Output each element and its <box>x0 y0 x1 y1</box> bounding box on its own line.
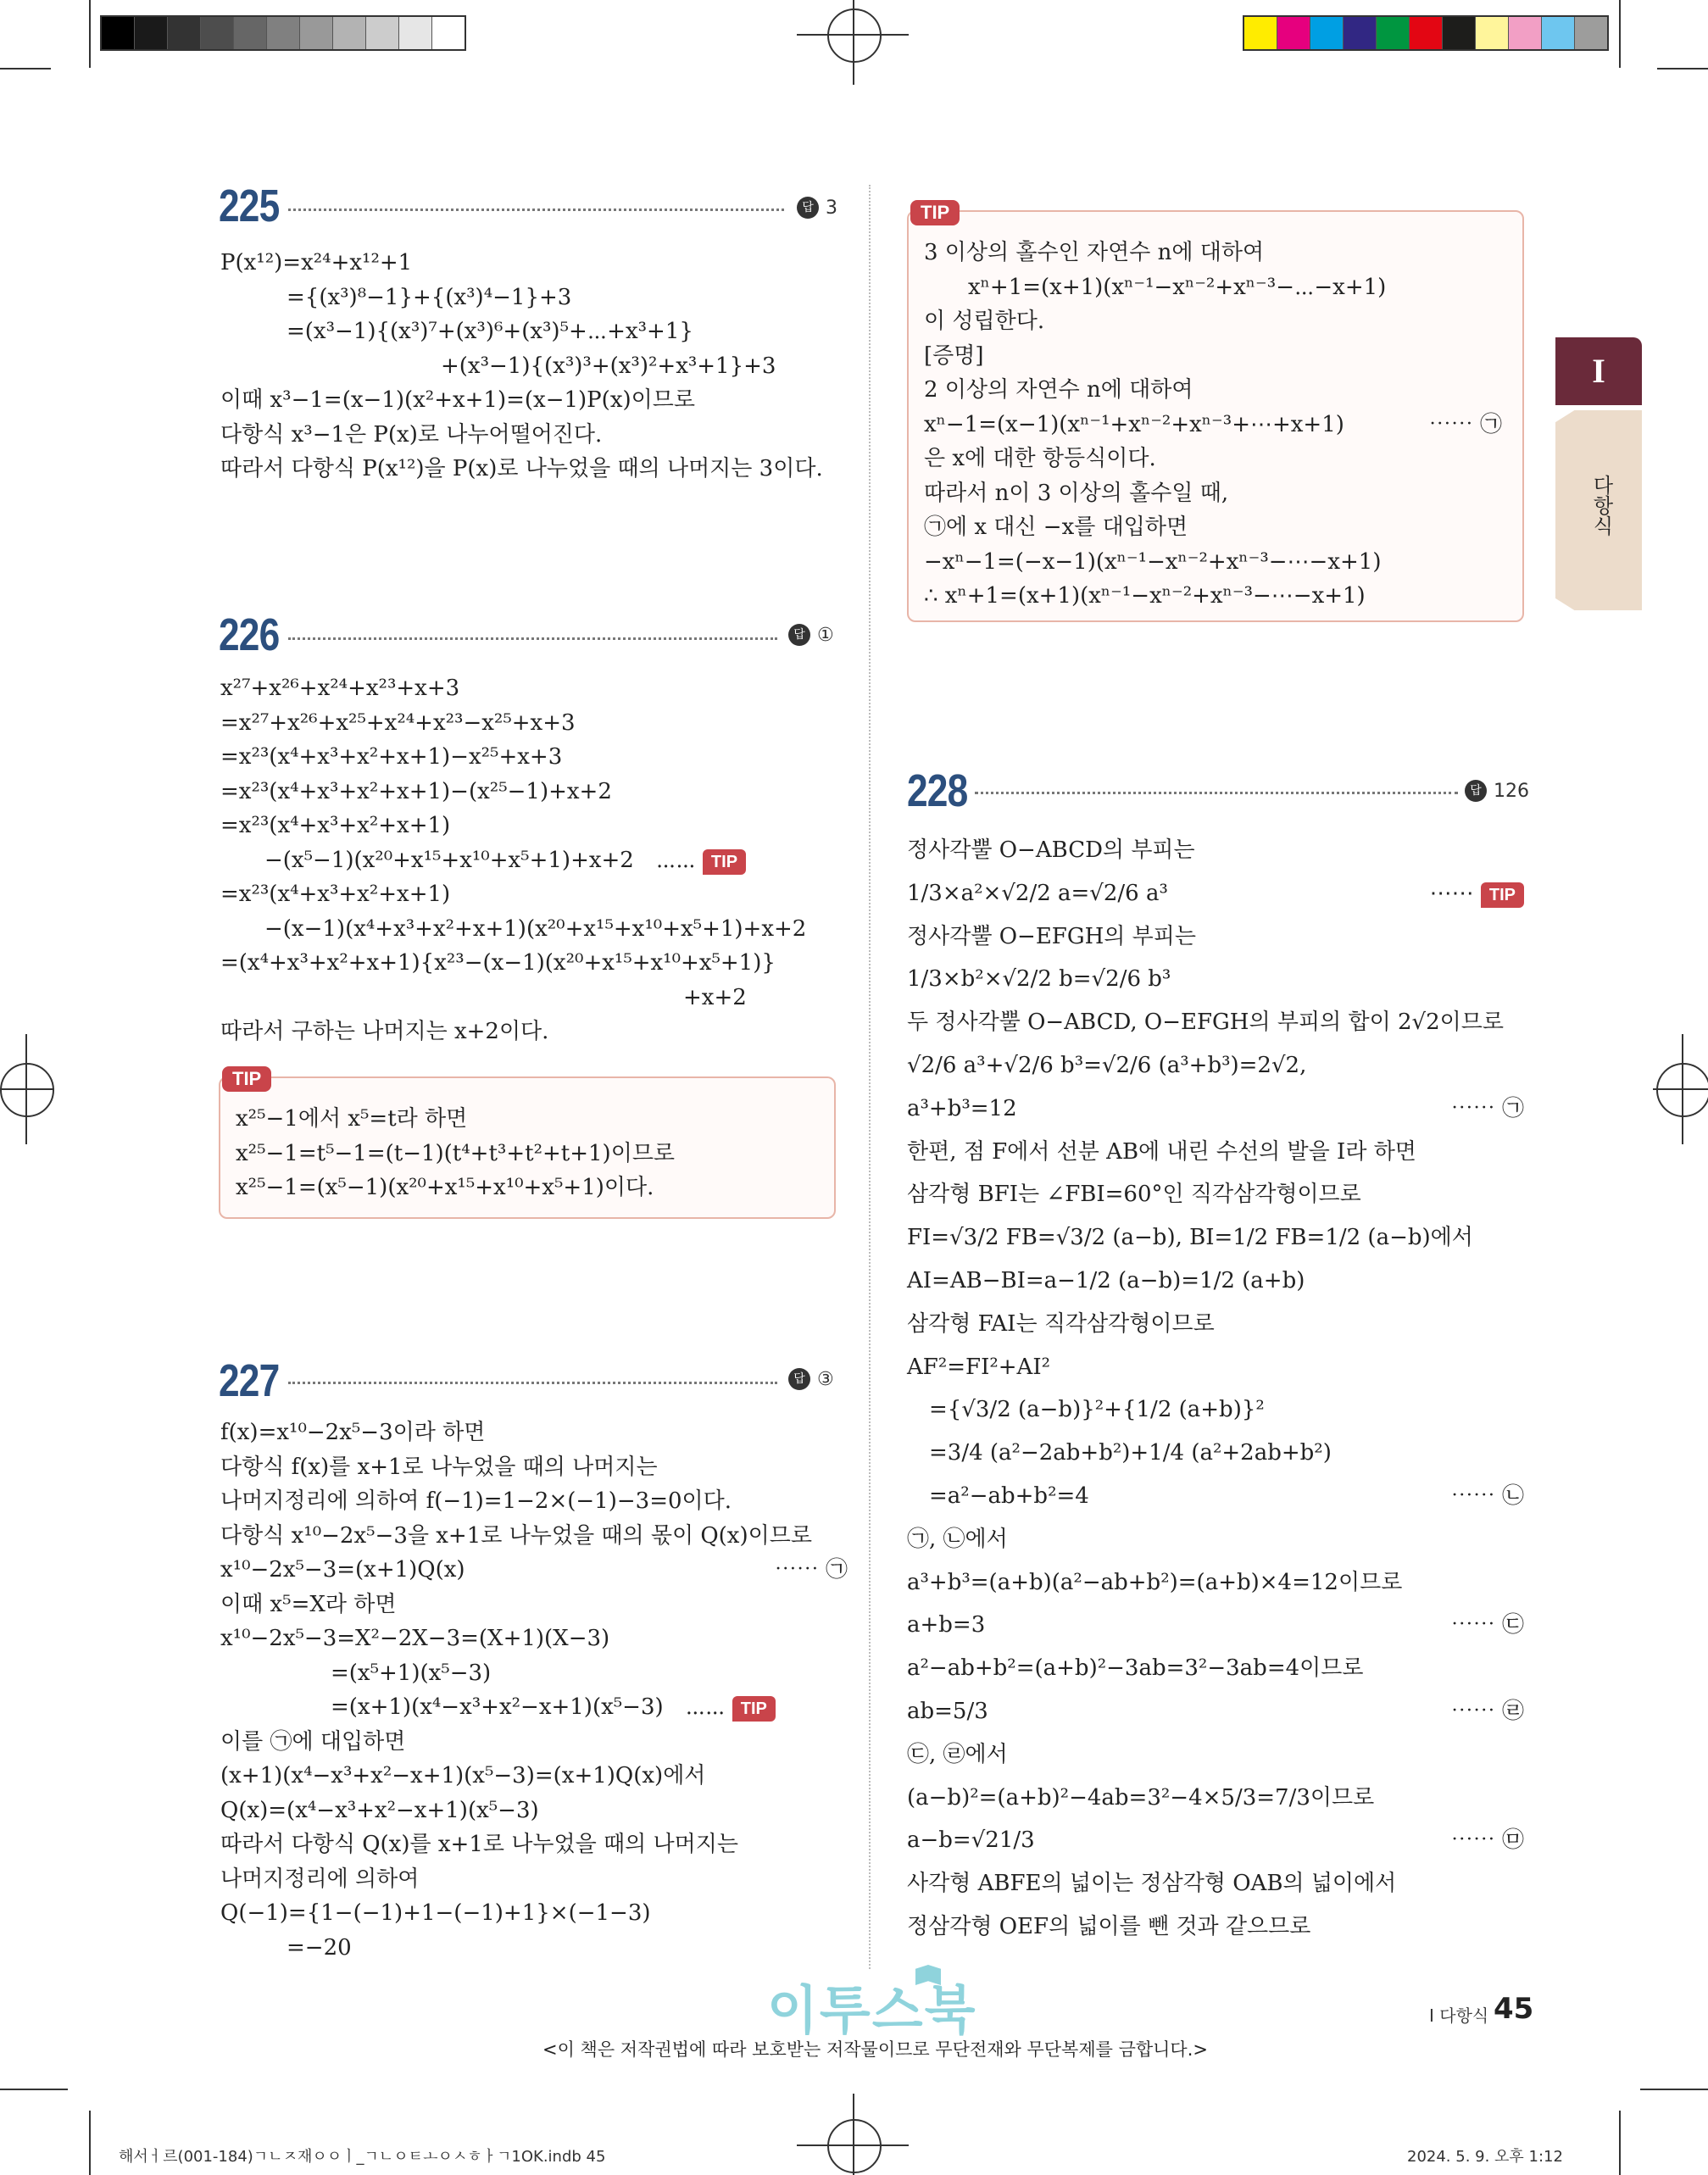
color-swatch <box>267 17 300 49</box>
answer-icon: 답 <box>797 197 819 219</box>
color-swatch <box>135 17 168 49</box>
tip-tag: TIP <box>703 849 746 875</box>
solution-line: 따라서 다항식 P(x¹²)을 P(x)로 나누었을 때의 나머지는 3이다. <box>220 456 823 481</box>
column-separator <box>869 185 871 1969</box>
solution-line-text: a+b=3 <box>907 1612 986 1638</box>
cmyk-color-bar <box>1243 15 1609 51</box>
solution-line-text: =(x+1)(x⁴−x³+x²−x+1)(x⁵−3) ⋯⋯ <box>220 1694 726 1720</box>
problem-number-227: 227 <box>219 1355 280 1406</box>
color-swatch <box>1542 17 1575 49</box>
tip-content-227 <box>924 236 1502 614</box>
tip-marker: ⋯⋯ TIP <box>1430 872 1524 915</box>
tip-line: x²⁵−1에서 x⁵=t라 하면 <box>236 1106 468 1132</box>
solution-line: 사각형 ABFE의 넓이는 정삼각형 OAB의 넓이에서 <box>907 1871 1397 1897</box>
solution-line: x²⁷+x²⁶+x²⁴+x²³+x+3 <box>220 676 460 701</box>
crop-mark <box>1619 2111 1621 2175</box>
solution-line: x¹⁰−2x⁵−3=X²−2X−3=(X+1)(X−3) <box>220 1626 610 1651</box>
tip-line: 2 이상의 자연수 n에 대하여 <box>924 377 1193 403</box>
file-name: 해서ㅓ르(001-184)ㄱㄴㅈ재ㅇㅇㅣ_ㄱㄴㅇㅌㅗㅇㅅㅎㅏㄱ1OK.indb 45 <box>119 2148 606 2166</box>
tip-line: [증명] <box>924 342 984 369</box>
solution-line: 정사각뿔 O−EFGH의 부피는 <box>907 923 1197 949</box>
solution-line: 이를 ㉠에 대입하면 <box>220 1728 406 1755</box>
color-swatch <box>168 17 201 49</box>
solution-line: 정사각뿔 O−ABCD의 부피는 <box>907 837 1195 863</box>
solution-line: 다항식 x¹⁰−2x⁵−3을 x+1로 나누었을 때의 몫이 Q(x)이므로 <box>220 1522 812 1549</box>
tip-line-text: xⁿ−1=(x−1)(xⁿ⁻¹+xⁿ⁻²+xⁿ⁻³+⋯+x+1) <box>924 411 1344 437</box>
solution-line: ㉠, ㉡에서 <box>907 1526 1008 1552</box>
solution-line: 따라서 구하는 나머지는 x+2이다. <box>220 1019 549 1044</box>
solution-228 <box>907 829 1524 1949</box>
dotted-rule <box>975 792 1458 794</box>
solution-line <box>907 872 1524 915</box>
crop-mark <box>1640 2089 1708 2090</box>
chapter-tab-numeral: I <box>1555 337 1642 405</box>
solution-line: 나머지정리에 의하여 f(−1)=1−2×(−1)−3=0이다. <box>220 1488 732 1514</box>
solution-line: 정삼각형 OEF의 넓이를 뺀 것과 같으므로 <box>907 1913 1311 1939</box>
tip-content-226 <box>236 1102 821 1205</box>
solution-226 <box>220 671 848 1049</box>
tip-label: TIP <box>910 200 960 225</box>
registration-line <box>853 0 854 85</box>
registration-line <box>25 1034 27 1144</box>
crop-mark <box>0 2089 68 2090</box>
solution-line: 이때 x³−1=(x−1)(x²+x+1)=(x−1)P(x)이므로 <box>220 387 695 413</box>
color-swatch <box>102 17 135 49</box>
equation-marker: ⋯⋯ ㉠ <box>1450 1095 1524 1121</box>
solution-line: 한편, 점 F에서 선분 AB에 내린 수선의 발을 I라 하면 <box>907 1138 1416 1165</box>
solution-line: (a−b)²=(a+b)²−4ab=3²−4×5/3=7/3이므로 <box>907 1784 1375 1811</box>
color-swatch <box>1244 17 1277 49</box>
solution-line: =x²³(x⁴+x³+x²+x+1) <box>220 813 451 838</box>
registration-line <box>853 2094 854 2175</box>
tip-line: x²⁵−1=t⁵−1=(t−1)(t⁴+t³+t²+t+1)이므로 <box>236 1140 676 1166</box>
crop-mark <box>0 68 51 70</box>
crop-mark <box>1619 0 1621 68</box>
answer-227 <box>788 1368 834 1390</box>
color-swatch <box>1344 17 1377 49</box>
solution-line <box>907 1088 1524 1131</box>
solution-line: =x²³(x⁴+x³+x²+x+1)−x²⁵+x+3 <box>220 744 563 770</box>
print-date: 2024. 5. 9. 오후 1:12 <box>1407 2148 1563 2166</box>
color-swatch <box>432 17 465 49</box>
dotted-rule <box>288 1382 777 1384</box>
tip-line: x²⁵−1=(x⁵−1)(x²⁰+x¹⁵+x¹⁰+x⁵+1)이다. <box>236 1175 654 1200</box>
registration-line <box>1653 1088 1708 1090</box>
solution-line-text: =a²−ab+b²=4 <box>907 1482 1089 1509</box>
color-swatch <box>1443 17 1476 49</box>
solution-line: Q(−1)={1−(−1)+1−(−1)+1}×(−1−3) <box>220 1900 651 1926</box>
problem-number-226: 226 <box>219 609 280 660</box>
solution-line: f(x)=x¹⁰−2x⁵−3이라 하면 <box>220 1420 486 1445</box>
solution-line: FI=√3/2 FB=√3/2 (a−b), BI=1/2 FB=1/2 (a−b)에서 <box>907 1225 1473 1251</box>
registration-line <box>0 1088 54 1090</box>
tip-line: ∴ xⁿ+1=(x+1)(xⁿ⁻¹−xⁿ⁻²+xⁿ⁻³−⋯−x+1) <box>924 583 1366 609</box>
color-swatch <box>201 17 234 49</box>
section-label: I 다항식 <box>1429 2005 1489 2026</box>
solution-line <box>220 843 848 878</box>
solution-line: =−20 <box>220 1934 352 1961</box>
registration-line <box>1682 1034 1683 1144</box>
solution-line: =x²³(x⁴+x³+x²+x+1) <box>220 882 451 907</box>
solution-line: +x+2 <box>220 984 747 1010</box>
solution-line: ={√3/2 (a−b)}²+{1/2 (a+b)}² <box>907 1397 1265 1423</box>
solution-line: 이때 x⁵=X라 하면 <box>220 1591 397 1617</box>
answer-icon: 답 <box>788 624 810 646</box>
solution-line: 두 정사각뿔 O−ABCD, O−EFGH의 부피의 합이 2√2이므로 <box>907 1010 1504 1036</box>
solution-line: =3/4 (a²−2ab+b²)+1/4 (a²+2ab+b²) <box>907 1440 1332 1466</box>
solution-line: 다항식 f(x)를 x+1로 나누었을 때의 나머지는 <box>220 1454 658 1480</box>
tip-tag: TIP <box>732 1696 776 1722</box>
solution-line-text: 1/3×a²×√2/2 a=√2/6 a³ <box>907 880 1168 906</box>
answer-value: 3 <box>826 197 837 219</box>
solution-line: Q(x)=(x⁴−x³+x²−x+1)(x⁵−3) <box>220 1797 539 1823</box>
problem-number-225: 225 <box>219 181 280 231</box>
equation-marker: ⋯⋯ ㉢ <box>1450 1612 1524 1638</box>
color-swatch <box>1476 17 1509 49</box>
tip-tag: TIP <box>1481 882 1524 908</box>
solution-line: 다항식 x³−1은 P(x)로 나누어떨어진다. <box>220 421 603 448</box>
tip-line: xⁿ+1=(x+1)(xⁿ⁻¹−xⁿ⁻²+xⁿ⁻³−⋯−x+1) <box>924 274 1387 300</box>
dotted-rule <box>288 637 777 640</box>
color-swatch <box>1575 17 1607 49</box>
solution-line: 삼각형 FAI는 직각삼각형이므로 <box>907 1310 1215 1337</box>
tip-label: TIP <box>222 1066 271 1092</box>
color-swatch <box>300 17 333 49</box>
tip-line: ㉠에 x 대신 −x를 대입하면 <box>924 515 1188 540</box>
solution-line <box>220 1690 848 1725</box>
solution-line: =x²³(x⁴+x³+x²+x+1)−(x²⁵−1)+x+2 <box>220 778 612 804</box>
answer-icon: 답 <box>1465 780 1487 802</box>
answer-value: 126 <box>1494 780 1529 802</box>
solution-line-text: a−b=√21/3 <box>907 1827 1035 1854</box>
solution-line: =(x³−1){(x³)⁷+(x³)⁶+(x³)⁵+⋯+x³+1} <box>220 319 693 344</box>
solution-line <box>907 1604 1524 1647</box>
solution-line: a³+b³=(a+b)(a²−ab+b²)=(a+b)×4=12이므로 <box>907 1569 1403 1595</box>
color-swatch <box>333 17 366 49</box>
equation-marker: ⋯⋯ ㉤ <box>1450 1827 1524 1854</box>
solution-line: =x²⁷+x²⁶+x²⁵+x²⁴+x²³−x²⁵+x+3 <box>220 709 576 736</box>
answer-228 <box>1465 780 1529 802</box>
tip-line: −xⁿ−1=(−x−1)(xⁿ⁻¹−xⁿ⁻²+xⁿ⁻³−⋯−x+1) <box>924 548 1382 575</box>
solution-line: =(x⁴+x³+x²+x+1){x²³−(x−1)(x²⁰+x¹⁵+x¹⁰+x⁵+1)} <box>220 950 776 976</box>
answer-value: ① <box>817 624 834 646</box>
solution-line: +(x³−1){(x³)³+(x³)²+x³+1}+3 <box>220 353 776 379</box>
crop-mark <box>89 0 91 68</box>
color-swatch <box>1509 17 1542 49</box>
answer-225 <box>797 197 837 219</box>
solution-line <box>220 1553 848 1588</box>
dotted-rule <box>288 209 784 211</box>
solution-line: a²−ab+b²=(a+b)²−3ab=3²−3ab=4이므로 <box>907 1655 1364 1682</box>
solution-line: 삼각형 BFI는 ∠FBI=60°인 직각삼각형이므로 <box>907 1182 1361 1208</box>
registration-mark-left <box>0 1063 54 1117</box>
registration-line <box>797 2144 909 2146</box>
solution-line <box>907 1819 1524 1862</box>
tip-line: 3 이상의 홀수인 자연수 n에 대하여 <box>924 240 1265 265</box>
solution-line-text: −(x⁵−1)(x²⁰+x¹⁵+x¹⁰+x⁵+1)+x+2 ⋯⋯ <box>220 847 696 873</box>
solution-225 <box>220 246 839 487</box>
solution-line: AI=AB−BI=a−1/2 (a−b)=1/2 (a+b) <box>907 1267 1305 1293</box>
publisher-watermark: 이투스북 <box>767 1979 977 2041</box>
solution-line: 나머지정리에 의하여 <box>220 1866 420 1892</box>
solution-line-text: a³+b³=12 <box>907 1095 1017 1121</box>
problem-number-228: 228 <box>907 765 968 816</box>
tip-line: 은 x에 대한 항등식이다. <box>924 446 1156 471</box>
equation-marker: ⋯⋯ ㉠ <box>1428 411 1502 437</box>
color-swatch <box>366 17 399 49</box>
color-swatch <box>1310 17 1344 49</box>
solution-line: 따라서 다항식 Q(x)를 x+1로 나누었을 때의 나머지는 <box>220 1832 738 1857</box>
solution-line-text: x¹⁰−2x⁵−3=(x+1)Q(x) <box>220 1557 465 1583</box>
crop-mark <box>89 2111 91 2175</box>
solution-line-text: ab=5/3 <box>907 1698 988 1724</box>
solution-227 <box>220 1416 848 1965</box>
color-swatch <box>234 17 267 49</box>
crop-mark <box>1657 68 1708 70</box>
solution-line <box>907 1475 1524 1518</box>
tip-line: 이 성립한다. <box>924 309 1045 334</box>
answer-icon: 답 <box>788 1368 810 1390</box>
solution-line <box>907 1690 1524 1733</box>
gray-color-bar <box>100 15 466 51</box>
color-swatch <box>399 17 432 49</box>
answer-226 <box>788 624 834 646</box>
solution-line: ={(x³)⁸−1}+{(x³)⁴−1}+3 <box>220 284 572 310</box>
equation-marker: ⋯⋯ ㉡ <box>1450 1482 1524 1509</box>
solution-line: (x+1)(x⁴−x³+x²−x+1)(x⁵−3)=(x+1)Q(x)에서 <box>220 1763 706 1788</box>
tip-line <box>924 408 1502 442</box>
registration-mark-bottom <box>827 2119 882 2173</box>
color-swatch <box>1377 17 1410 49</box>
answer-value: ③ <box>817 1368 834 1390</box>
solution-line: AF²=FI²+AI² <box>907 1354 1051 1380</box>
color-swatch <box>1410 17 1443 49</box>
solution-line: √2/6 a³+√2/6 b³=√2/6 (a³+b³)=2√2, <box>907 1052 1307 1078</box>
solution-line: ㉢, ㉣에서 <box>907 1741 1008 1767</box>
registration-line <box>797 34 909 36</box>
color-swatch <box>1277 17 1310 49</box>
page-number: 45 <box>1494 1992 1534 2026</box>
chapter-tab-label: 다항식 <box>1589 475 1613 536</box>
solution-line: −(x−1)(x⁴+x³+x²+x+1)(x²⁰+x¹⁵+x¹⁰+x⁵+1)+x+2 <box>220 915 807 942</box>
registration-mark-top <box>827 8 882 63</box>
solution-line: =(x⁵+1)(x⁵−3) <box>220 1660 492 1686</box>
tip-line: 따라서 n이 3 이상의 홀수일 때, <box>924 480 1229 506</box>
equation-marker: ⋯⋯ ㉠ <box>774 1557 848 1583</box>
solution-line: 1/3×b²×√2/2 b=√2/6 b³ <box>907 966 1171 993</box>
solution-line: P(x¹²)=x²⁴+x¹²+1 <box>220 250 413 275</box>
equation-marker: ⋯⋯ ㉣ <box>1450 1698 1524 1724</box>
copyright-notice: <이 책은 저작권법에 따라 보호받는 저작물이므로 무단전재와 무단복제를 금합니다.> <box>542 2039 1208 2060</box>
